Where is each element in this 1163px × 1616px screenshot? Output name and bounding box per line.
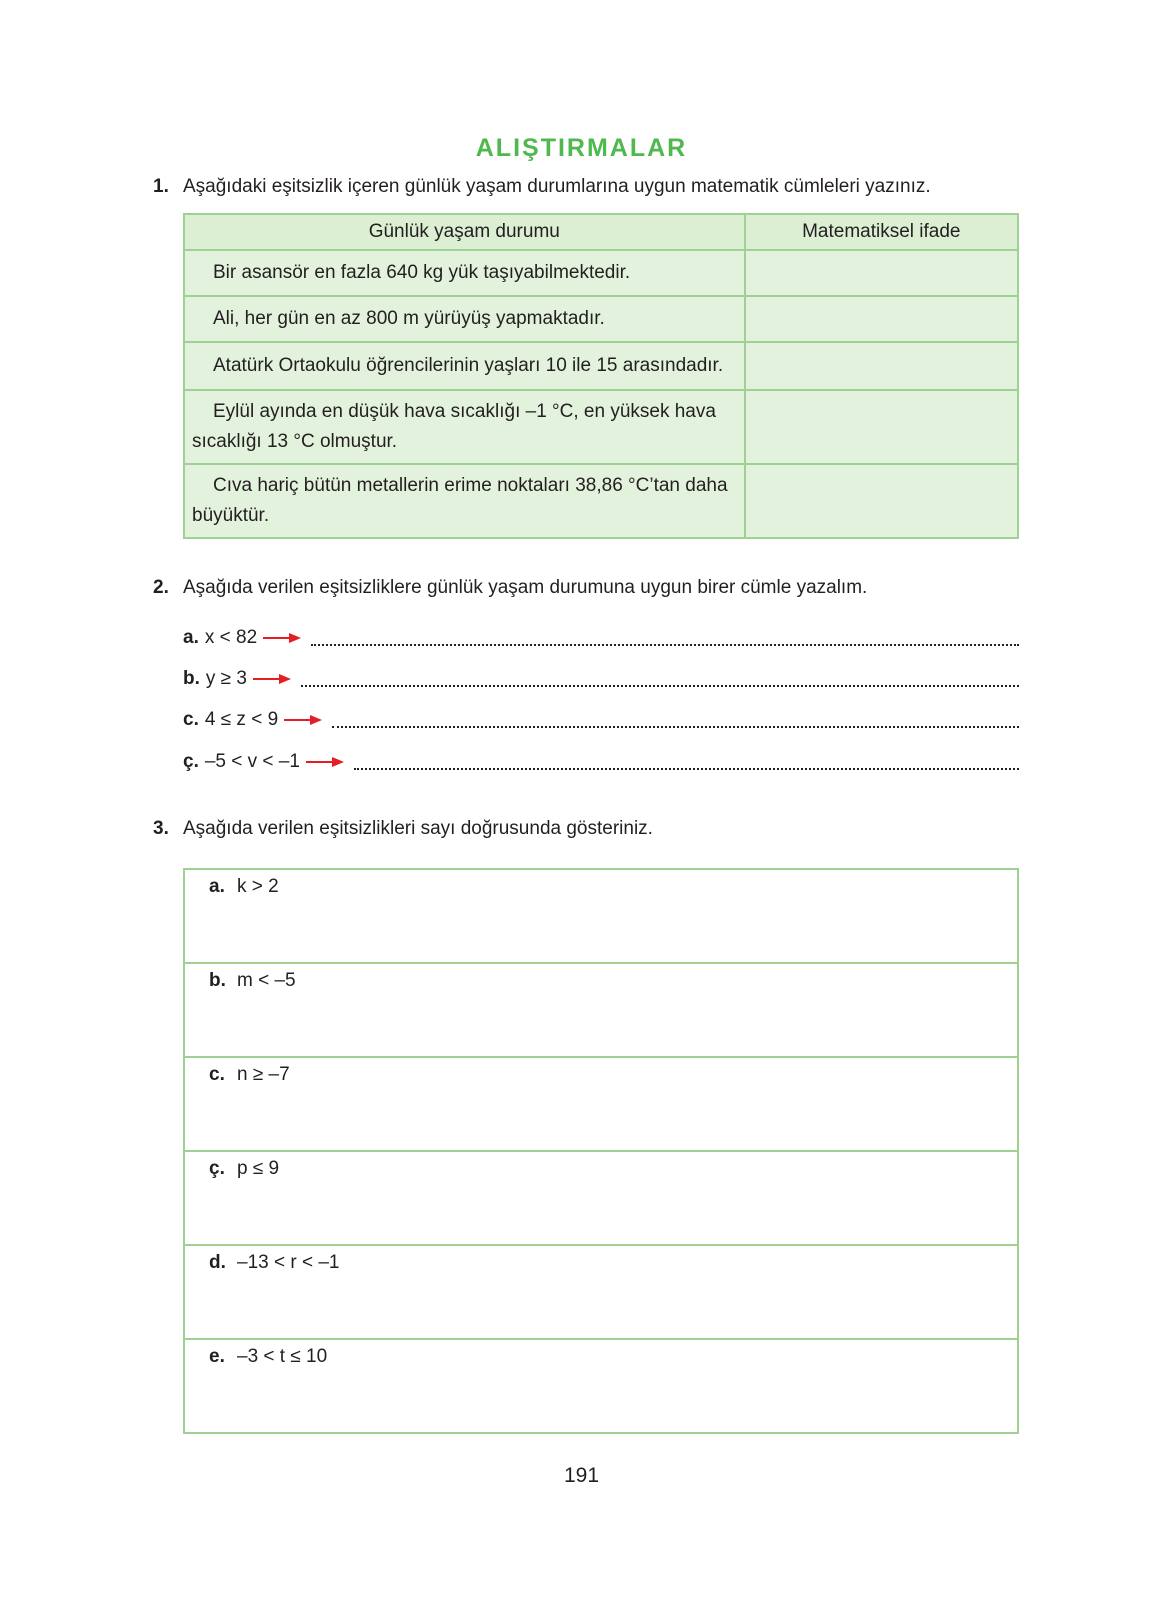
- situation-cell: [184, 250, 745, 296]
- answer-cell[interactable]: [745, 342, 1018, 389]
- situation-cell: [184, 390, 745, 464]
- table-header-row: [184, 214, 1018, 250]
- item-label: a.: [209, 876, 225, 897]
- red-arrow-icon: [253, 672, 291, 686]
- item-label: a.: [183, 627, 199, 648]
- answer-dotted-line[interactable]: [354, 754, 1019, 770]
- number-line-box[interactable]: [185, 1340, 1017, 1432]
- item-label: d.: [209, 1252, 226, 1273]
- answer-cell[interactable]: [745, 296, 1018, 342]
- item-label: b.: [183, 668, 200, 689]
- exercise-1-question: [153, 176, 931, 198]
- table-row: [184, 250, 1018, 296]
- inequality-expression: –13 < r < –1: [237, 1252, 340, 1273]
- number-line-box[interactable]: [185, 1058, 1017, 1152]
- exercise-1-number: 1.: [153, 176, 169, 197]
- situation-text: Cıva hariç bütün metallerin erime noktaları 38,86 °C’tan daha: [213, 474, 728, 496]
- exercise-2-question: [153, 577, 867, 599]
- exercise-2-item-cc: [183, 750, 1019, 774]
- inequality-expression: p ≤ 9: [237, 1158, 280, 1179]
- item-label: e.: [209, 1346, 225, 1367]
- inequality-expression: x < 82: [204, 627, 258, 648]
- exercise-2-item-c: [183, 708, 1019, 732]
- exercise-3-boxes: [183, 868, 1019, 1434]
- exercise-2-item-b: [183, 667, 1019, 691]
- item-label: ç.: [209, 1158, 225, 1179]
- inequality-expression: 4 ≤ z < 9: [204, 709, 279, 730]
- red-arrow-icon: [263, 631, 301, 645]
- situation-cell: [184, 464, 745, 538]
- header-daily-situation: Günlük yaşam durumu: [184, 214, 745, 250]
- table-row: [184, 464, 1018, 538]
- item-label: ç.: [183, 751, 199, 772]
- table-row: [184, 296, 1018, 342]
- situation-text: Eylül ayında en düşük hava sıcaklığı –1 °C, en yüksek hava: [213, 400, 716, 422]
- situation-text-cont: sıcaklığı 13 °C olmuştur.: [192, 430, 398, 452]
- exercise-1-table: [183, 213, 1019, 539]
- item-label: b.: [209, 970, 226, 991]
- number-line-box[interactable]: [185, 870, 1017, 964]
- exercise-1-text: Aşağıdaki eşitsizlik içeren günlük yaşam durumlarına uygun matematik cümleleri yazınız.: [183, 176, 931, 197]
- situation-text: Ali, her gün en az 800 m yürüyüş yapmaktadır.: [213, 308, 605, 330]
- red-arrow-icon: [284, 713, 322, 727]
- table-row: [184, 390, 1018, 464]
- situation-cell: [184, 342, 745, 389]
- page-number: 191: [563, 1464, 600, 1487]
- table-row: [184, 342, 1018, 389]
- situation-text: Atatürk Ortaokulu öğrencilerinin yaşları 10 ile 15 arasındadır.: [213, 354, 724, 376]
- exercise-2-item-a: [183, 626, 1019, 650]
- answer-cell[interactable]: [745, 250, 1018, 296]
- item-label: c.: [209, 1064, 225, 1085]
- situation-cell: [184, 296, 745, 342]
- inequality-expression: m < –5: [237, 970, 296, 991]
- exercise-3-number: 3.: [153, 818, 169, 839]
- header-math-expression: Matematiksel ifade: [745, 214, 1018, 250]
- exercise-3-question: [153, 818, 653, 840]
- answer-dotted-line[interactable]: [301, 671, 1019, 687]
- inequality-expression: –5 < v < –1: [204, 751, 300, 772]
- exercise-2-text: Aşağıda verilen eşitsizliklere günlük yaşam durumuna uygun birer cümle yazalım.: [183, 577, 868, 598]
- situation-text: Bir asansör en fazla 640 kg yük taşıyabilmektedir.: [213, 262, 631, 284]
- number-line-box[interactable]: [185, 1152, 1017, 1246]
- inequality-expression: –3 < t ≤ 10: [237, 1346, 328, 1367]
- page-title: ALIŞTIRMALAR: [475, 134, 688, 162]
- red-arrow-icon: [306, 755, 344, 769]
- situation-text-cont: büyüktür.: [192, 504, 270, 526]
- exercise-2-number: 2.: [153, 577, 169, 598]
- number-line-box[interactable]: [185, 1246, 1017, 1340]
- answer-cell[interactable]: [745, 464, 1018, 538]
- inequality-expression: k > 2: [237, 876, 279, 897]
- exercise-3-text: Aşağıda verilen eşitsizlikleri sayı doğrusunda gösteriniz.: [183, 818, 653, 839]
- inequality-expression: y ≥ 3: [205, 668, 247, 689]
- answer-dotted-line[interactable]: [311, 630, 1019, 646]
- inequality-expression: n ≥ –7: [237, 1064, 290, 1085]
- item-label: c.: [183, 709, 199, 730]
- answer-cell[interactable]: [745, 390, 1018, 464]
- number-line-box[interactable]: [185, 964, 1017, 1058]
- answer-dotted-line[interactable]: [332, 712, 1019, 728]
